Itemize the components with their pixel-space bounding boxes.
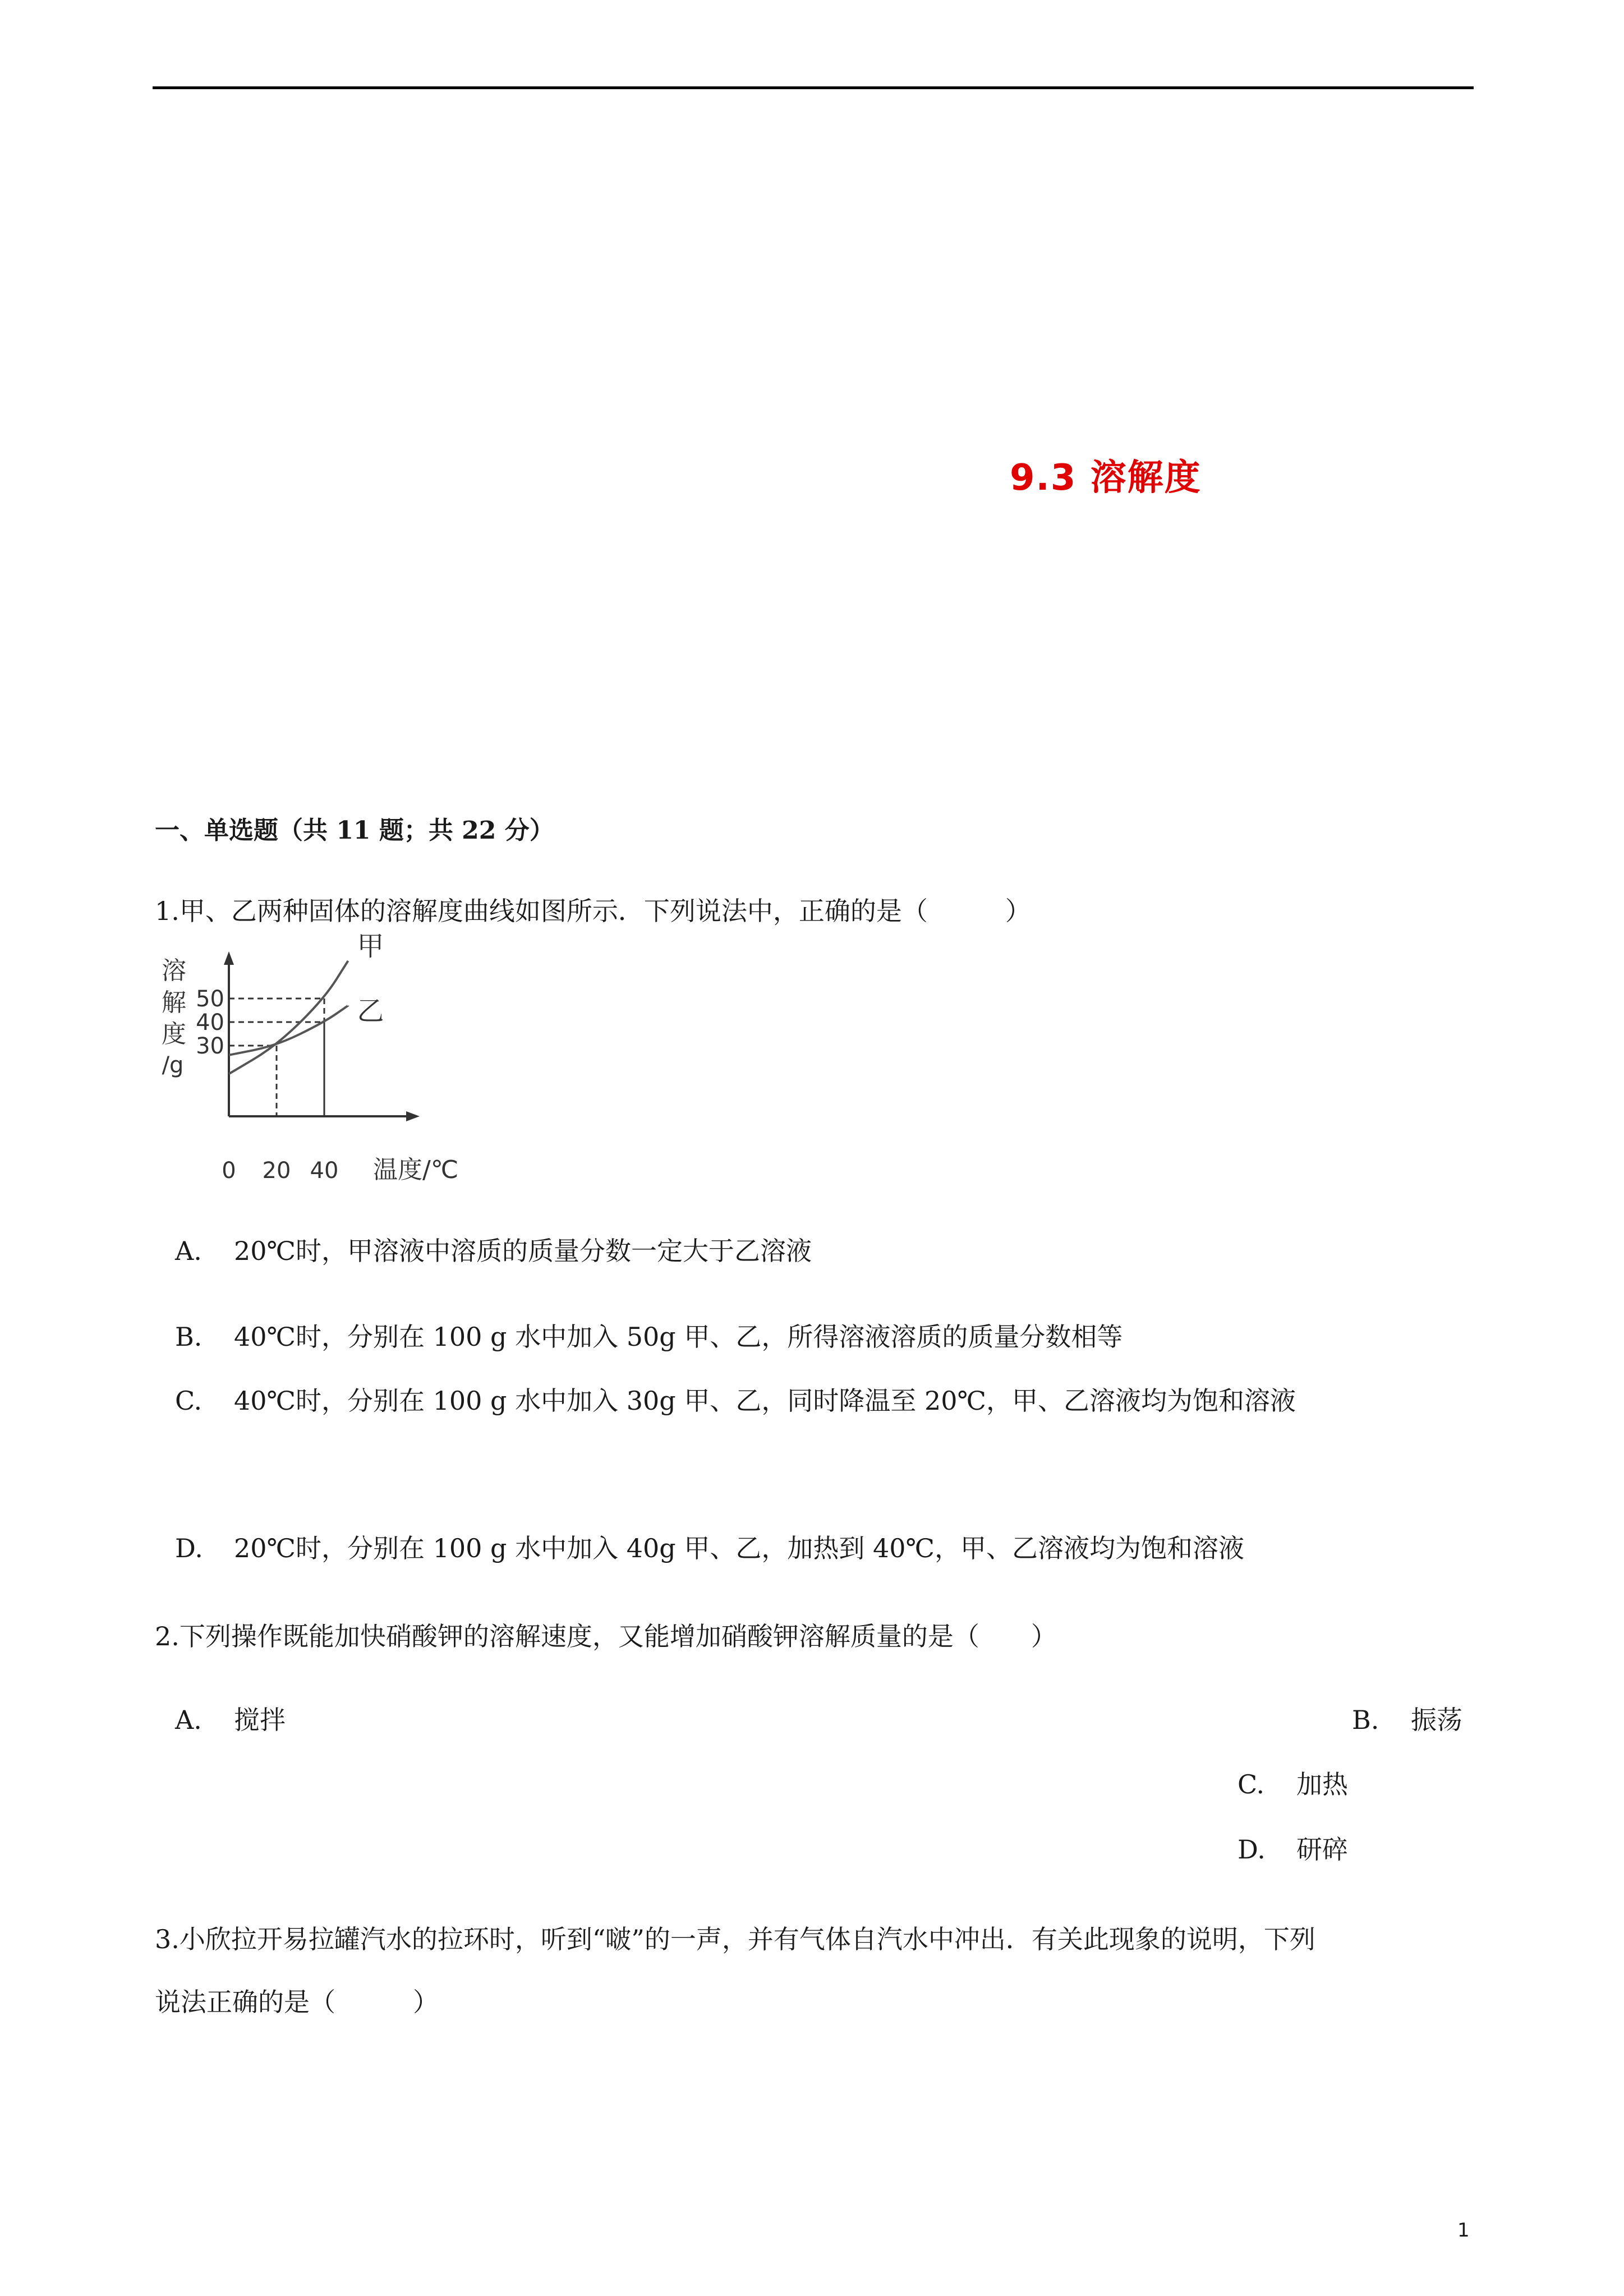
q1-option-a[interactable] — [175, 1236, 812, 1267]
option-text: 研碎 — [1296, 1834, 1348, 1865]
y-axis-label-char: /g — [162, 1052, 184, 1078]
q2-option-a[interactable] — [175, 1705, 286, 1736]
page-number: 1 — [1457, 2219, 1470, 2242]
option-text: 20℃时，甲溶液中溶质的质量分数一定大于乙溶液 — [234, 1236, 812, 1266]
q2-option-d[interactable] — [1237, 1834, 1348, 1865]
page-title: 9.3 溶解度 — [1010, 457, 1202, 499]
x-axis-arrow — [406, 1111, 420, 1121]
q1-option-d[interactable] — [175, 1533, 1244, 1564]
q2-option-b[interactable] — [1352, 1705, 1462, 1736]
guide-lines — [229, 999, 324, 1116]
header-rule — [153, 86, 1474, 89]
option-text: 振荡 — [1411, 1705, 1462, 1735]
question-3-stem-line-1: 3.小欣拉开易拉罐汽水的拉环时，听到“啵”的一声，并有气体自汽水中冲出．有关此现象的说明，下列 — [155, 1924, 1315, 1954]
option-label: C. — [175, 1386, 203, 1416]
y-axis-label-char: 度 — [162, 1020, 186, 1048]
option-text: 搅拌 — [234, 1705, 286, 1735]
y-axis-label — [162, 956, 186, 1078]
option-label: D. — [175, 1533, 203, 1563]
option-label: B. — [1352, 1705, 1379, 1735]
x-tick-label: 40 — [310, 1158, 339, 1184]
option-label: B. — [175, 1322, 203, 1352]
y-axis-label-char: 溶 — [162, 956, 186, 985]
solubility-chart — [157, 930, 471, 1206]
series-label: 乙 — [357, 995, 384, 1027]
question-3-stem-line-2: 说法正确的是（ ） — [155, 1987, 439, 2017]
x-tick-labels — [222, 1158, 338, 1184]
y-tick-label: 30 — [196, 1033, 224, 1059]
y-tick-labels — [196, 986, 224, 1059]
option-label: A. — [175, 1705, 202, 1735]
x-axis-label: 温度/℃ — [373, 1156, 459, 1184]
option-text: 加热 — [1296, 1769, 1348, 1800]
option-label: D. — [1237, 1834, 1266, 1865]
y-axis-label-char: 解 — [162, 988, 186, 1017]
series-labels — [357, 931, 384, 1027]
y-tick-label: 40 — [196, 1010, 224, 1036]
question-1-stem: 1.甲、乙两种固体的溶解度曲线如图所示．下列说法中，正确的是（ ） — [155, 896, 1031, 926]
curves — [229, 961, 348, 1074]
option-label: A. — [175, 1236, 202, 1266]
q1-option-b[interactable] — [175, 1322, 1122, 1352]
x-tick-label: 20 — [262, 1158, 291, 1184]
q1-option-c[interactable] — [175, 1386, 1296, 1416]
q2-option-c[interactable] — [1237, 1769, 1348, 1800]
x-tick-label: 0 — [222, 1158, 236, 1184]
option-text: 40℃时，分别在 100 g 水中加入 50g 甲、乙，所得溶液溶质的质量分数相等 — [234, 1322, 1123, 1352]
option-label: C. — [1237, 1769, 1265, 1800]
option-text: 40℃时，分别在 100 g 水中加入 30g 甲、乙，同时降温至 20℃，甲、乙溶液均为饱和溶液 — [234, 1386, 1296, 1416]
series-label: 甲 — [357, 930, 384, 962]
y-axis-arrow — [224, 951, 234, 965]
series-curve — [229, 1006, 348, 1055]
question-2-stem: 2.下列操作既能加快硝酸钾的溶解速度，又能增加硝酸钾溶解质量的是（ ） — [155, 1621, 1057, 1651]
option-text: 20℃时，分别在 100 g 水中加入 40g 甲、乙，加热到 40℃，甲、乙溶液均为饱和溶液 — [234, 1533, 1244, 1563]
y-tick-label: 50 — [196, 986, 224, 1012]
section-heading: 一、单选题（共 11 题；共 22 分） — [155, 816, 554, 845]
